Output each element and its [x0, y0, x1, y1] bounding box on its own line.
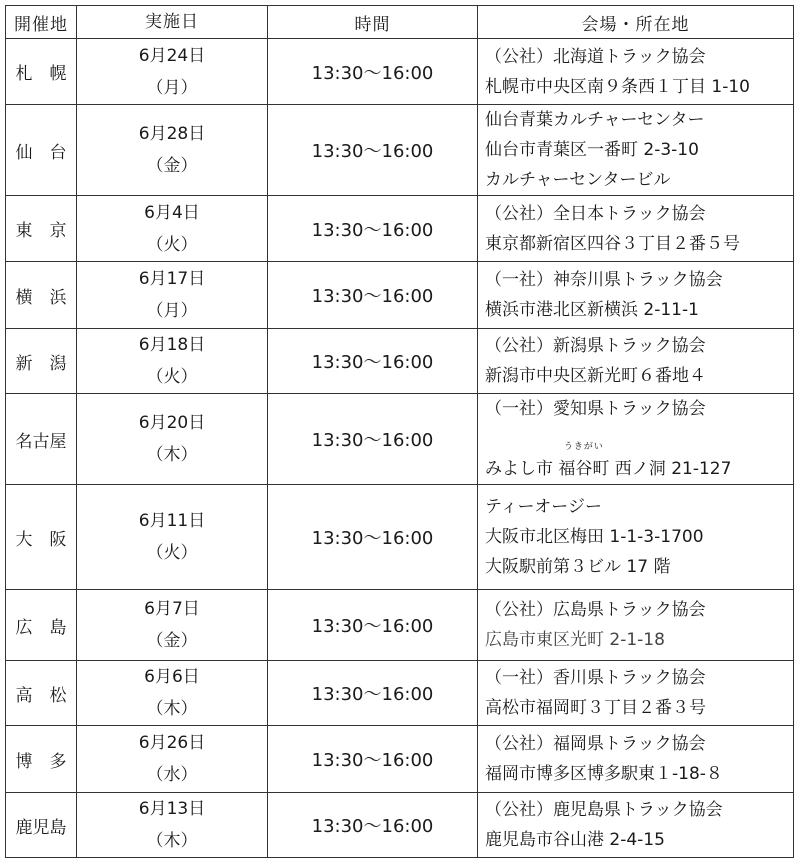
time-cell: 13:30～16:00	[268, 590, 478, 661]
venue-line: （公社）全日本トラック協会	[485, 203, 706, 224]
date-cell	[77, 726, 268, 793]
time-cell: 13:30～16:00	[268, 485, 478, 590]
venue-spacer	[485, 424, 793, 454]
city-cell: 仙 台	[6, 105, 77, 196]
venue-line: 広島市東区光町 2-1-18	[485, 630, 665, 650]
date-text: 6月4日	[144, 202, 200, 223]
date-cell	[77, 590, 268, 661]
table-row	[6, 39, 794, 105]
venue-cell	[478, 262, 794, 329]
time-cell: 13:30～16:00	[268, 329, 478, 394]
venue-cell	[478, 485, 794, 590]
venue-line: （公社）北海道トラック協会	[485, 46, 706, 67]
furigana-base: 福谷町	[558, 459, 610, 479]
venue-cell	[478, 661, 794, 726]
venue-line: 鹿児島市谷山港 2-4-15	[485, 830, 665, 850]
city-cell: 名古屋	[6, 394, 77, 485]
weekday-text: （木）	[146, 831, 198, 851]
venue-line: （公社）鹿児島県トラック協会	[485, 800, 723, 820]
venue-line: 福岡市博多区博多駅東１-18-８	[485, 764, 723, 784]
furigana-reading: うきがい	[563, 442, 604, 452]
weekday-text: （火）	[146, 367, 198, 387]
furigana-word	[558, 442, 610, 484]
weekday-text: （木）	[146, 445, 198, 465]
date-cell	[77, 196, 268, 262]
date-text: 6月18日	[138, 335, 206, 355]
schedule-table	[5, 5, 794, 858]
table-row	[6, 329, 794, 394]
date-cell	[77, 262, 268, 329]
table-row	[6, 394, 794, 485]
table-row	[6, 105, 794, 196]
date-text: 6月28日	[138, 124, 206, 144]
venue-cell	[478, 39, 794, 105]
venue-cell	[478, 329, 794, 394]
venue-line: 東京都新宿区四谷３丁目２番５号	[485, 233, 740, 254]
weekday-text: （木）	[146, 699, 198, 719]
venue-line: （公社）広島県トラック協会	[485, 600, 706, 620]
venue-line	[485, 442, 793, 484]
weekday-text: （月）	[146, 301, 198, 321]
weekday-text: （月）	[146, 77, 198, 98]
header-date: 実施日	[77, 6, 268, 39]
city-cell: 広 島	[6, 590, 77, 661]
weekday-text: （金）	[146, 631, 198, 651]
weekday-text: （火）	[146, 234, 198, 255]
time-cell: 13:30～16:00	[268, 394, 478, 485]
venue-line: 高松市福岡町３丁目２番３号	[485, 698, 706, 718]
table-row	[6, 262, 794, 329]
time-cell: 13:30～16:00	[268, 105, 478, 196]
city-cell: 博 多	[6, 726, 77, 793]
header-city: 開催地	[6, 6, 77, 39]
venue-line: （公社）新潟県トラック協会	[485, 336, 706, 356]
date-cell	[77, 39, 268, 105]
table-row	[6, 726, 794, 793]
date-text: 6月6日	[144, 667, 200, 687]
venue-line: カルチャーセンタービル	[485, 170, 671, 190]
date-text: 6月7日	[144, 599, 200, 619]
date-cell	[77, 329, 268, 394]
venue-line: 仙台市青葉区一番町 2-3-10	[485, 140, 699, 160]
date-text: 6月11日	[138, 511, 206, 531]
venue-text-after: 西ノ洞 21-127	[609, 459, 732, 479]
table-header	[6, 6, 794, 39]
venue-cell	[478, 793, 794, 858]
time-cell: 13:30～16:00	[268, 39, 478, 105]
venue-text-before: みよし市	[485, 459, 559, 479]
header-row	[6, 6, 794, 39]
city-cell: 大 阪	[6, 485, 77, 590]
date-text: 6月26日	[138, 733, 206, 753]
header-time: 時間	[268, 6, 478, 39]
venue-line: ティーオージー	[485, 497, 602, 517]
time-cell: 13:30～16:00	[268, 196, 478, 262]
date-text: 6月17日	[138, 269, 206, 289]
time-cell: 13:30～16:00	[268, 661, 478, 726]
city-cell: 高 松	[6, 661, 77, 726]
date-cell	[77, 394, 268, 485]
date-cell	[77, 661, 268, 726]
venue-line: （公社）福岡県トラック協会	[485, 734, 706, 754]
venue-cell	[478, 105, 794, 196]
venue-line: 札幌市中央区南９条西１丁目 1-10	[485, 76, 750, 97]
venue-line: 仙台青葉カルチャーセンター	[485, 110, 705, 130]
table-row	[6, 196, 794, 262]
table-row	[6, 485, 794, 590]
weekday-text: （水）	[146, 765, 198, 785]
venue-line: （一社）神奈川県トラック協会	[485, 270, 723, 290]
time-cell: 13:30～16:00	[268, 262, 478, 329]
time-cell: 13:30～16:00	[268, 793, 478, 858]
venue-line: （一社）香川県トラック協会	[485, 668, 706, 688]
venue-line: 新潟市中央区新光町６番地４	[485, 366, 706, 386]
date-text: 6月13日	[138, 799, 206, 819]
venue-line: 大阪駅前第３ビル 17 階	[485, 557, 671, 577]
weekday-text: （火）	[146, 543, 198, 563]
city-cell: 新 潟	[6, 329, 77, 394]
city-cell: 東 京	[6, 196, 77, 262]
table-body	[6, 39, 794, 858]
city-cell: 横 浜	[6, 262, 77, 329]
city-cell: 鹿児島	[6, 793, 77, 858]
city-cell: 札 幌	[6, 39, 77, 105]
venue-cell	[478, 394, 794, 485]
table-row	[6, 590, 794, 661]
venue-cell	[478, 590, 794, 661]
table-row	[6, 793, 794, 858]
date-cell	[77, 105, 268, 196]
venue-line: （一社）愛知県トラック協会	[485, 399, 706, 419]
venue-line: 大阪市北区梅田 1-1-3-1700	[485, 527, 704, 547]
time-cell: 13:30～16:00	[268, 726, 478, 793]
table-row	[6, 661, 794, 726]
header-venue: 会場・所在地	[478, 6, 794, 39]
date-text: 6月24日	[138, 45, 206, 66]
venue-cell	[478, 726, 794, 793]
venue-cell	[478, 196, 794, 262]
date-text: 6月20日	[138, 413, 206, 433]
date-cell	[77, 485, 268, 590]
venue-line: 横浜市港北区新横浜 2-11-1	[485, 300, 699, 320]
weekday-text: （金）	[146, 156, 198, 176]
date-cell	[77, 793, 268, 858]
